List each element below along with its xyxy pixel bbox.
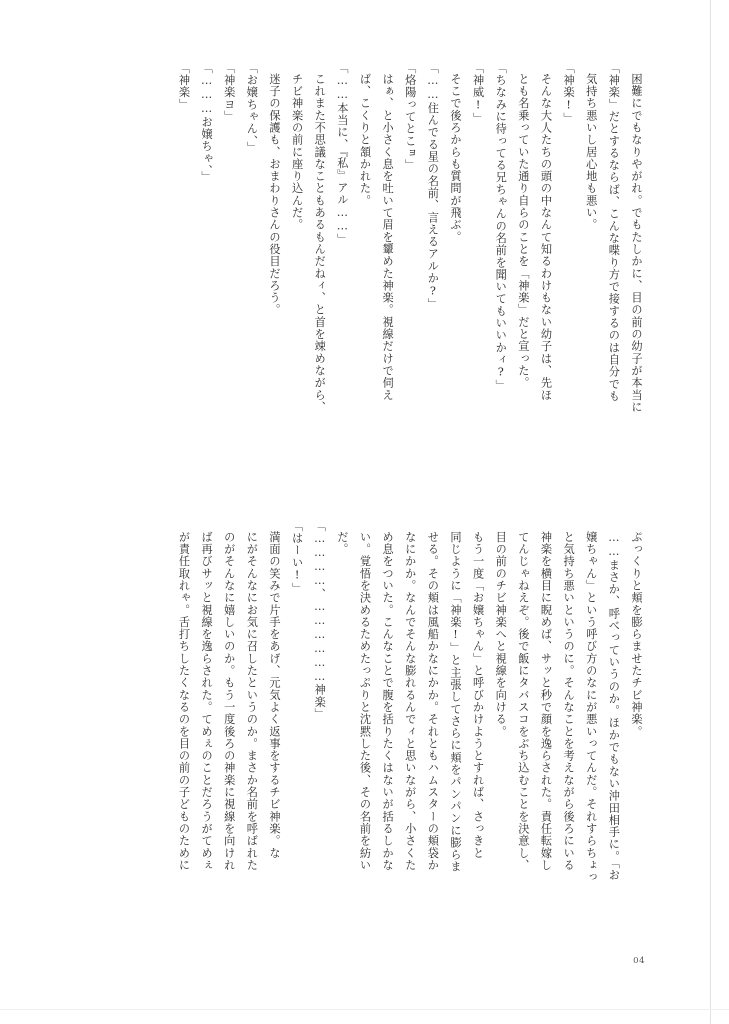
paragraph: 神楽を横目に睨めば、サッと秒で顔を逸らされた。責任転嫁し [539, 531, 553, 872]
paragraph: のがそんなに嬉しいのか。もう一度後ろの神楽に視線を向けれ [222, 531, 236, 872]
paragraph: はぁ、と小さく息を吐いて眉を顰めた神楽。視線だけで伺え [381, 73, 395, 402]
paragraph: 気持ち悪いし居心地も悪い。 [584, 73, 598, 232]
paragraph: と気持ち悪いというのに。そんなことを考えながら後ろにいる [562, 531, 576, 872]
paragraph: 「神楽」だとするならば、こんな喋り方で接するのは自分でも [607, 62, 621, 403]
paragraph: だ。 [335, 531, 349, 556]
paragraph: 「………お嬢ちゃ、」 [200, 62, 214, 184]
paragraph: 「神楽!」 [562, 62, 576, 125]
paragraph: 「……住んでる星の名前、言えるアルか?」 [426, 62, 440, 311]
paragraph: 目の前のチビ神楽へと視線を向ける。 [494, 531, 508, 738]
paragraph: ……まさか、呼べっていうのか。ほかでもない沖田相手に。「お [607, 531, 621, 882]
page-number: 04 [633, 956, 645, 966]
paragraph: 「烙陽ってとこョ」 [403, 62, 417, 172]
paragraph: てんじゃねえぞ。後で飯にタバスコをぶち込むことを決意し、 [516, 531, 530, 872]
paragraph: い。覚悟を決めるためたっぷりと沈黙した後、その名前を紡い [358, 531, 372, 872]
paragraph: 「お嬢ちゃん、」 [245, 62, 259, 154]
text-block-bottom [87, 520, 647, 920]
text-block-top [77, 62, 647, 454]
paragraph: 「ちなみに待ってる兄ちゃんの名前を聞いてもいいかィ?」 [494, 62, 508, 392]
paragraph: これまた不思議なこともあるもんだねィ、と首を竦めながら、 [313, 73, 327, 414]
paragraph: ぷっくりと頬を膨らませたチビ神楽。 [630, 531, 643, 738]
paragraph: 同じように「神楽!」と主張してさらに頬をパンパンに膨らま [449, 531, 462, 874]
paragraph: もう一度「お嬢ちゃん」と呼びかけようとすれば、さっきと [471, 531, 485, 860]
paragraph: ば、こくりと頷かれた。 [358, 73, 372, 207]
paragraph: 迷子の保護も、おまわりさんの役目だろう。 [268, 73, 281, 317]
paragraph: にがそんなにお気に召したというのか。まさか名前を呼ばれた [245, 531, 259, 872]
paragraph: め息をついた。こんなことで腹を括りたくはないが括るしかな [381, 531, 395, 872]
paragraph: とも名乗っていた通り自らのことを「神楽」だと宣った。 [516, 73, 530, 390]
paragraph: せる。その頬は風船かなにかか。それともハムスターの頬袋か [426, 531, 440, 872]
paragraph: そんな大人たちの頭の中なんて知るわけもない幼子は、先ほ [539, 73, 553, 402]
page-trim-line-bottom [0, 1009, 729, 1010]
paragraph: なにかか。なんでそんな膨れるんでィと思いながら、小さくた [403, 531, 417, 872]
paragraph: 「神威!」 [471, 62, 485, 125]
paragraph: 「神楽」 [177, 62, 191, 111]
paragraph: 「神楽ヨ」 [222, 62, 236, 123]
paragraph: ば再びサッと視線を逸らされた。てめぇのことだろうがてめぇ [200, 531, 214, 872]
paragraph: 困難にでもなりやがれ。でもたしかに、目の前の幼子が本当に [630, 73, 643, 414]
page-trim-line-right [710, 0, 711, 1024]
paragraph: そこで後ろからも質問が飛ぶ。 [449, 73, 462, 244]
paragraph: チビ神楽の前に座り込んだ。 [290, 73, 304, 232]
paragraph: 満面の笑みで片手をあげ、元気よく返事をするチビ神楽。な [268, 531, 281, 860]
paragraph: 「はーい!」 [290, 520, 304, 595]
paragraph: 「…………、………………神楽」 [313, 520, 327, 721]
paragraph: 「……本当に、『私』アル……」 [335, 62, 349, 246]
paragraph: 嬢ちゃん」という呼び方のなにが悪いってんだ。それすらちょっ [584, 531, 598, 884]
paragraph: が責任取れゃ。舌打ちしたくなるのを目の前の子どものために [177, 531, 191, 872]
